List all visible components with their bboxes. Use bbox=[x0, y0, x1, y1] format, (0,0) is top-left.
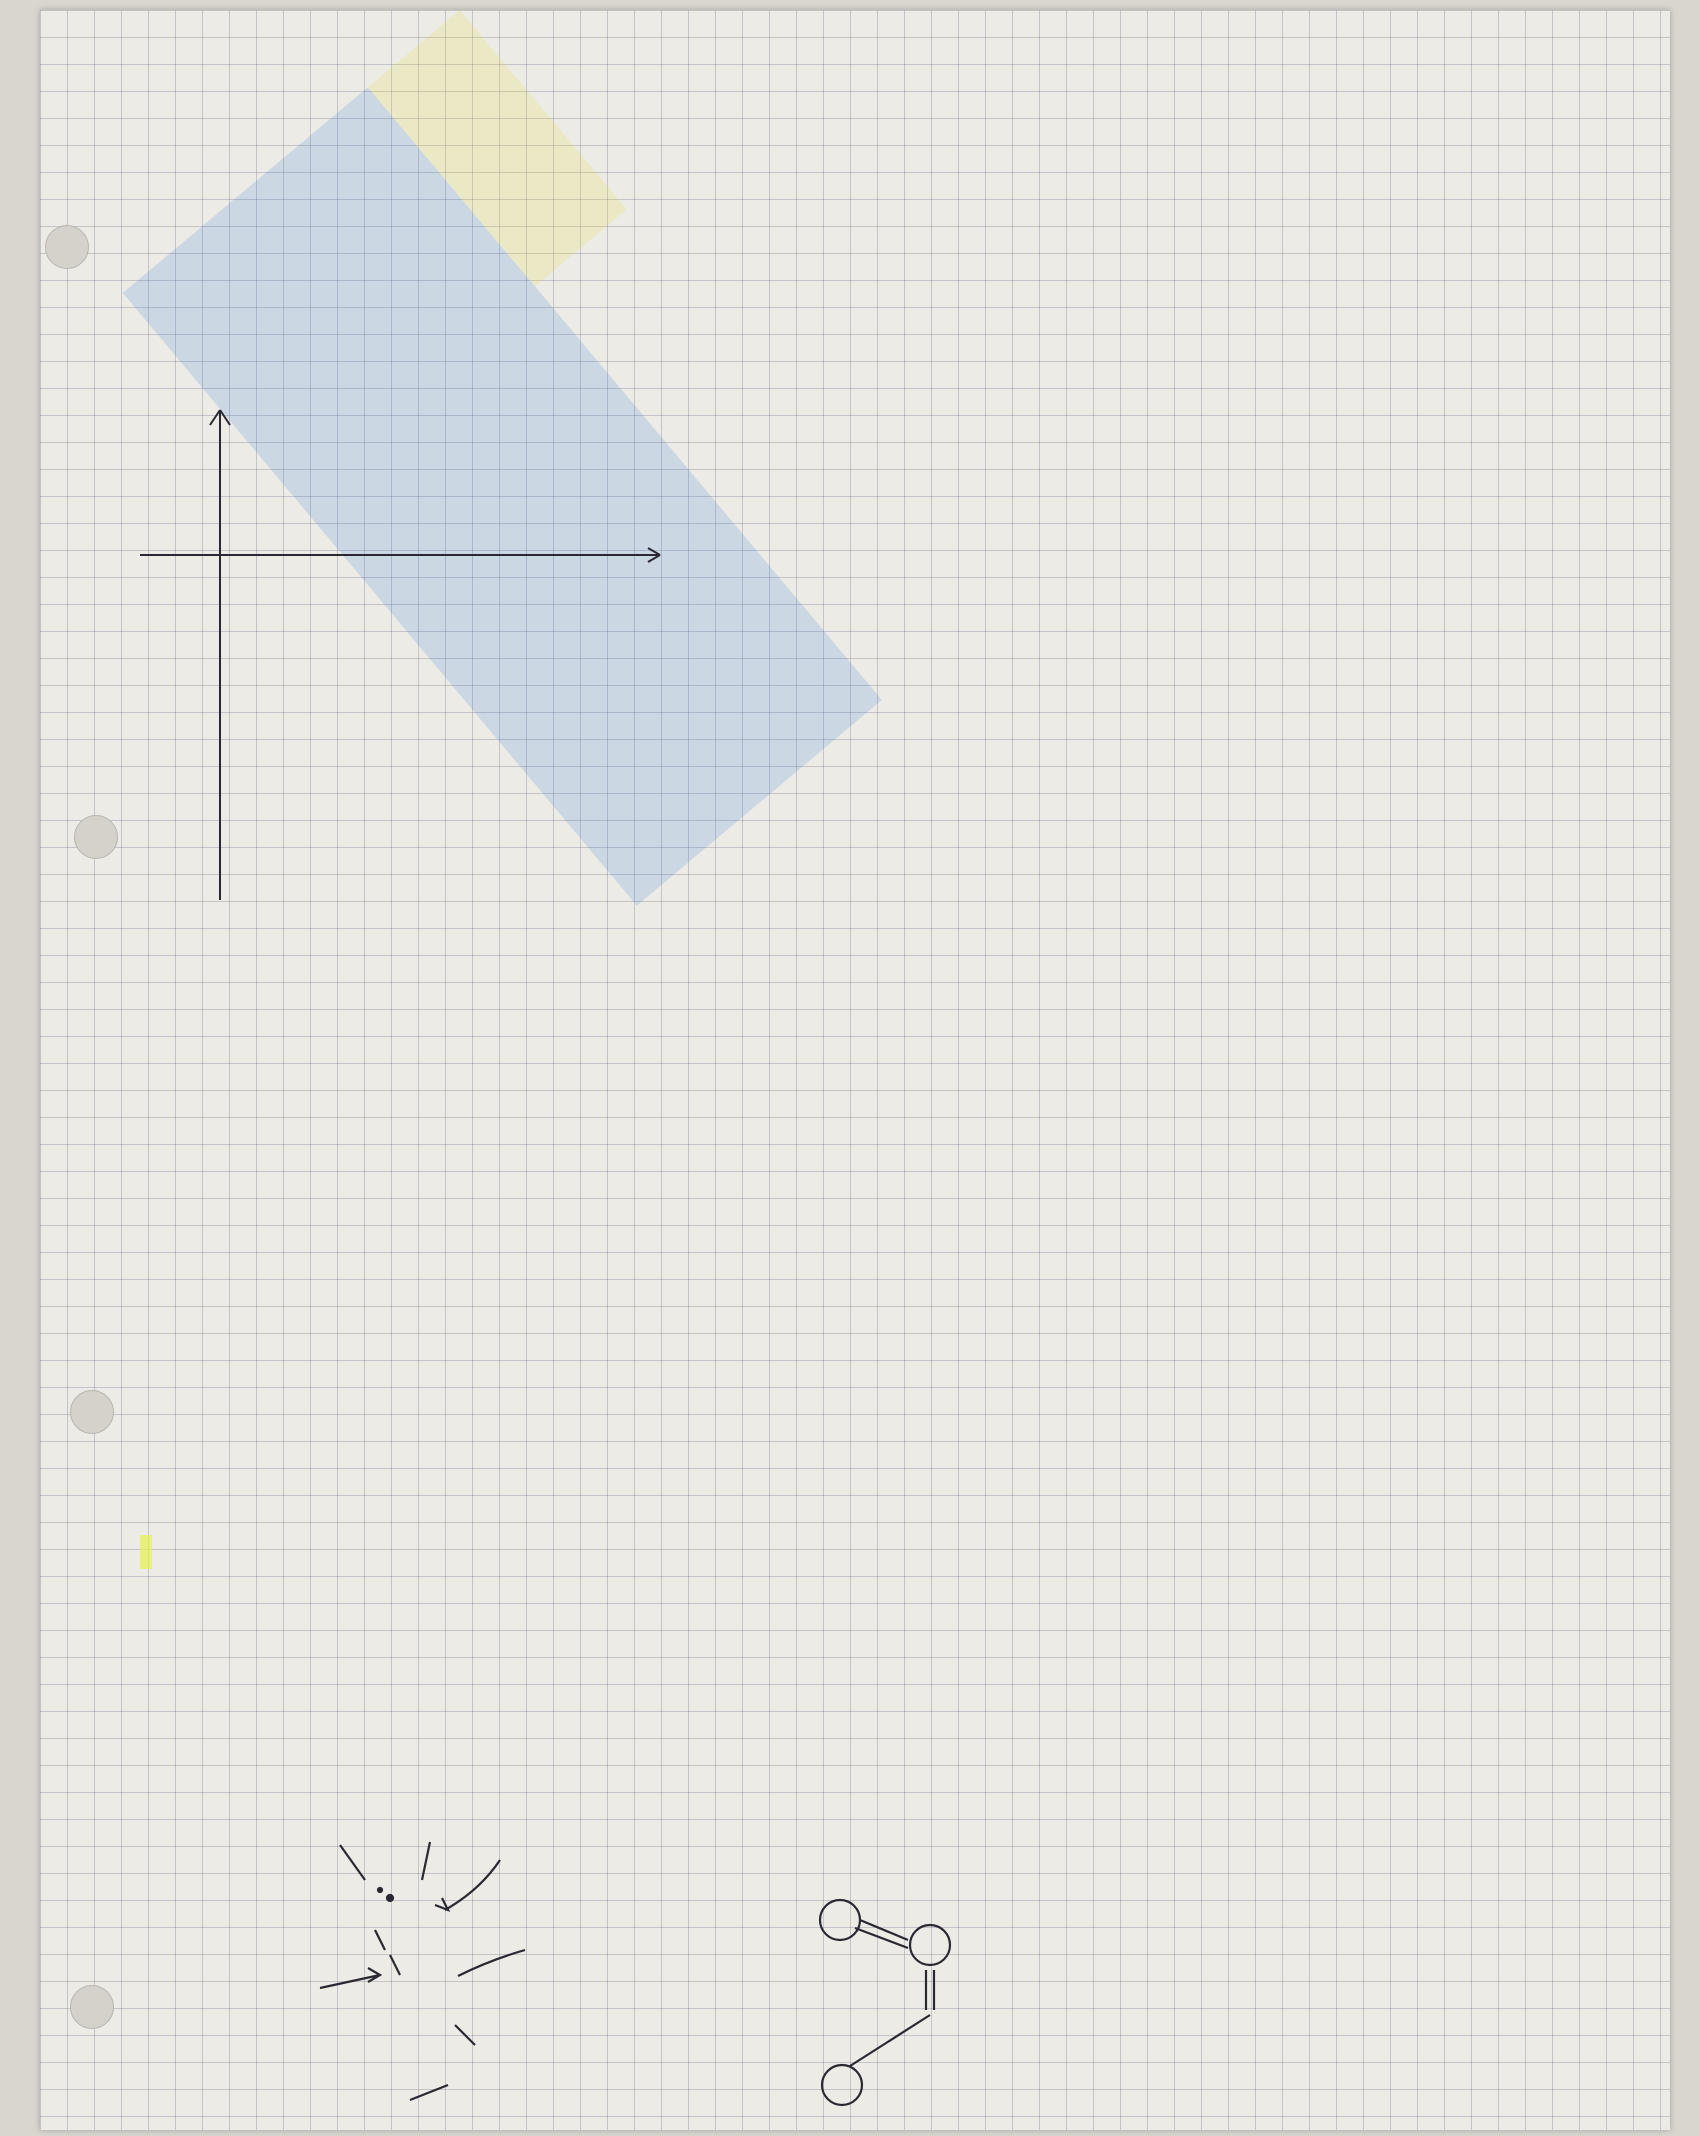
binder-hole bbox=[45, 225, 89, 269]
y-axis-arrow bbox=[210, 410, 220, 425]
chart-axes bbox=[140, 410, 660, 900]
binder-hole bbox=[70, 1390, 114, 1434]
boiling-point-chart bbox=[60, 380, 820, 940]
binder-hole bbox=[70, 1985, 114, 2029]
hydrogen-bond-diagram bbox=[190, 1770, 990, 2130]
x-axis-arrow bbox=[648, 548, 660, 555]
x-axis-arrow bbox=[648, 555, 660, 562]
y-axis-arrow bbox=[220, 410, 230, 425]
hydrogen-bond-heading bbox=[140, 1535, 152, 1569]
para2-line-1 bbox=[140, 1535, 152, 1569]
notebook-page bbox=[40, 10, 1670, 2130]
